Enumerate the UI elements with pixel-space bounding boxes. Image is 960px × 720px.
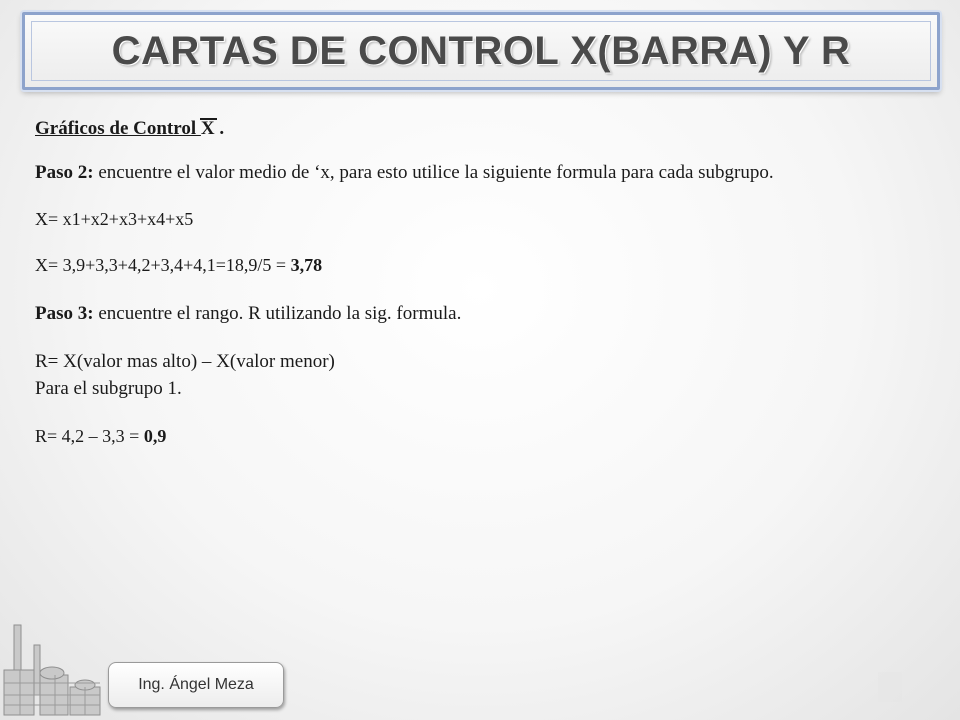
paso3-paragraph — [35, 300, 935, 328]
author-footer — [108, 662, 284, 708]
page-marker — [878, 672, 902, 702]
formula-calculation — [35, 252, 935, 278]
formula-calc-result: 3,78 — [290, 255, 323, 276]
heading-prefix: Gráficos de Control — [35, 118, 201, 139]
range-calc-text: R= 4,2 – 3,3 = — [35, 425, 144, 446]
paso3-text: encuentre el rango. R utilizando la sig. formula. — [93, 303, 462, 325]
formula-general: X= x1+x2+x3+x4+x5 — [35, 209, 194, 230]
title-inner-frame — [31, 21, 931, 81]
slide-title: CARTAS DE CONTROL X(BARRA) Y R — [111, 28, 851, 73]
paso3-label: Paso 3: — [35, 303, 94, 325]
slide-content — [35, 115, 935, 449]
range-formula: R= X(valor mas alto) – X(valor menor) — [35, 350, 335, 372]
title-banner — [22, 12, 940, 90]
x-bar-symbol: X — [201, 115, 215, 143]
author-name: Ing. Ángel Meza — [138, 676, 254, 693]
range-result: 0,9 — [143, 425, 167, 446]
paso2-text: encuentre el valor medio de ‘x, para esto utilice la siguiente formula para cada subgrupo. — [93, 161, 774, 183]
paso2-label: Paso 2: — [35, 161, 94, 183]
range-calculation — [35, 423, 935, 449]
formula-calc-text: X= 3,9+3,3+4,2+3,4+4,1=18,9/5 = — [35, 255, 291, 276]
subgroup-text: Para el subgrupo 1. — [35, 378, 182, 400]
heading-suffix: . — [214, 118, 225, 139]
section-heading — [35, 115, 215, 143]
factory-illustration — [0, 615, 110, 720]
paso2-paragraph — [35, 159, 935, 187]
